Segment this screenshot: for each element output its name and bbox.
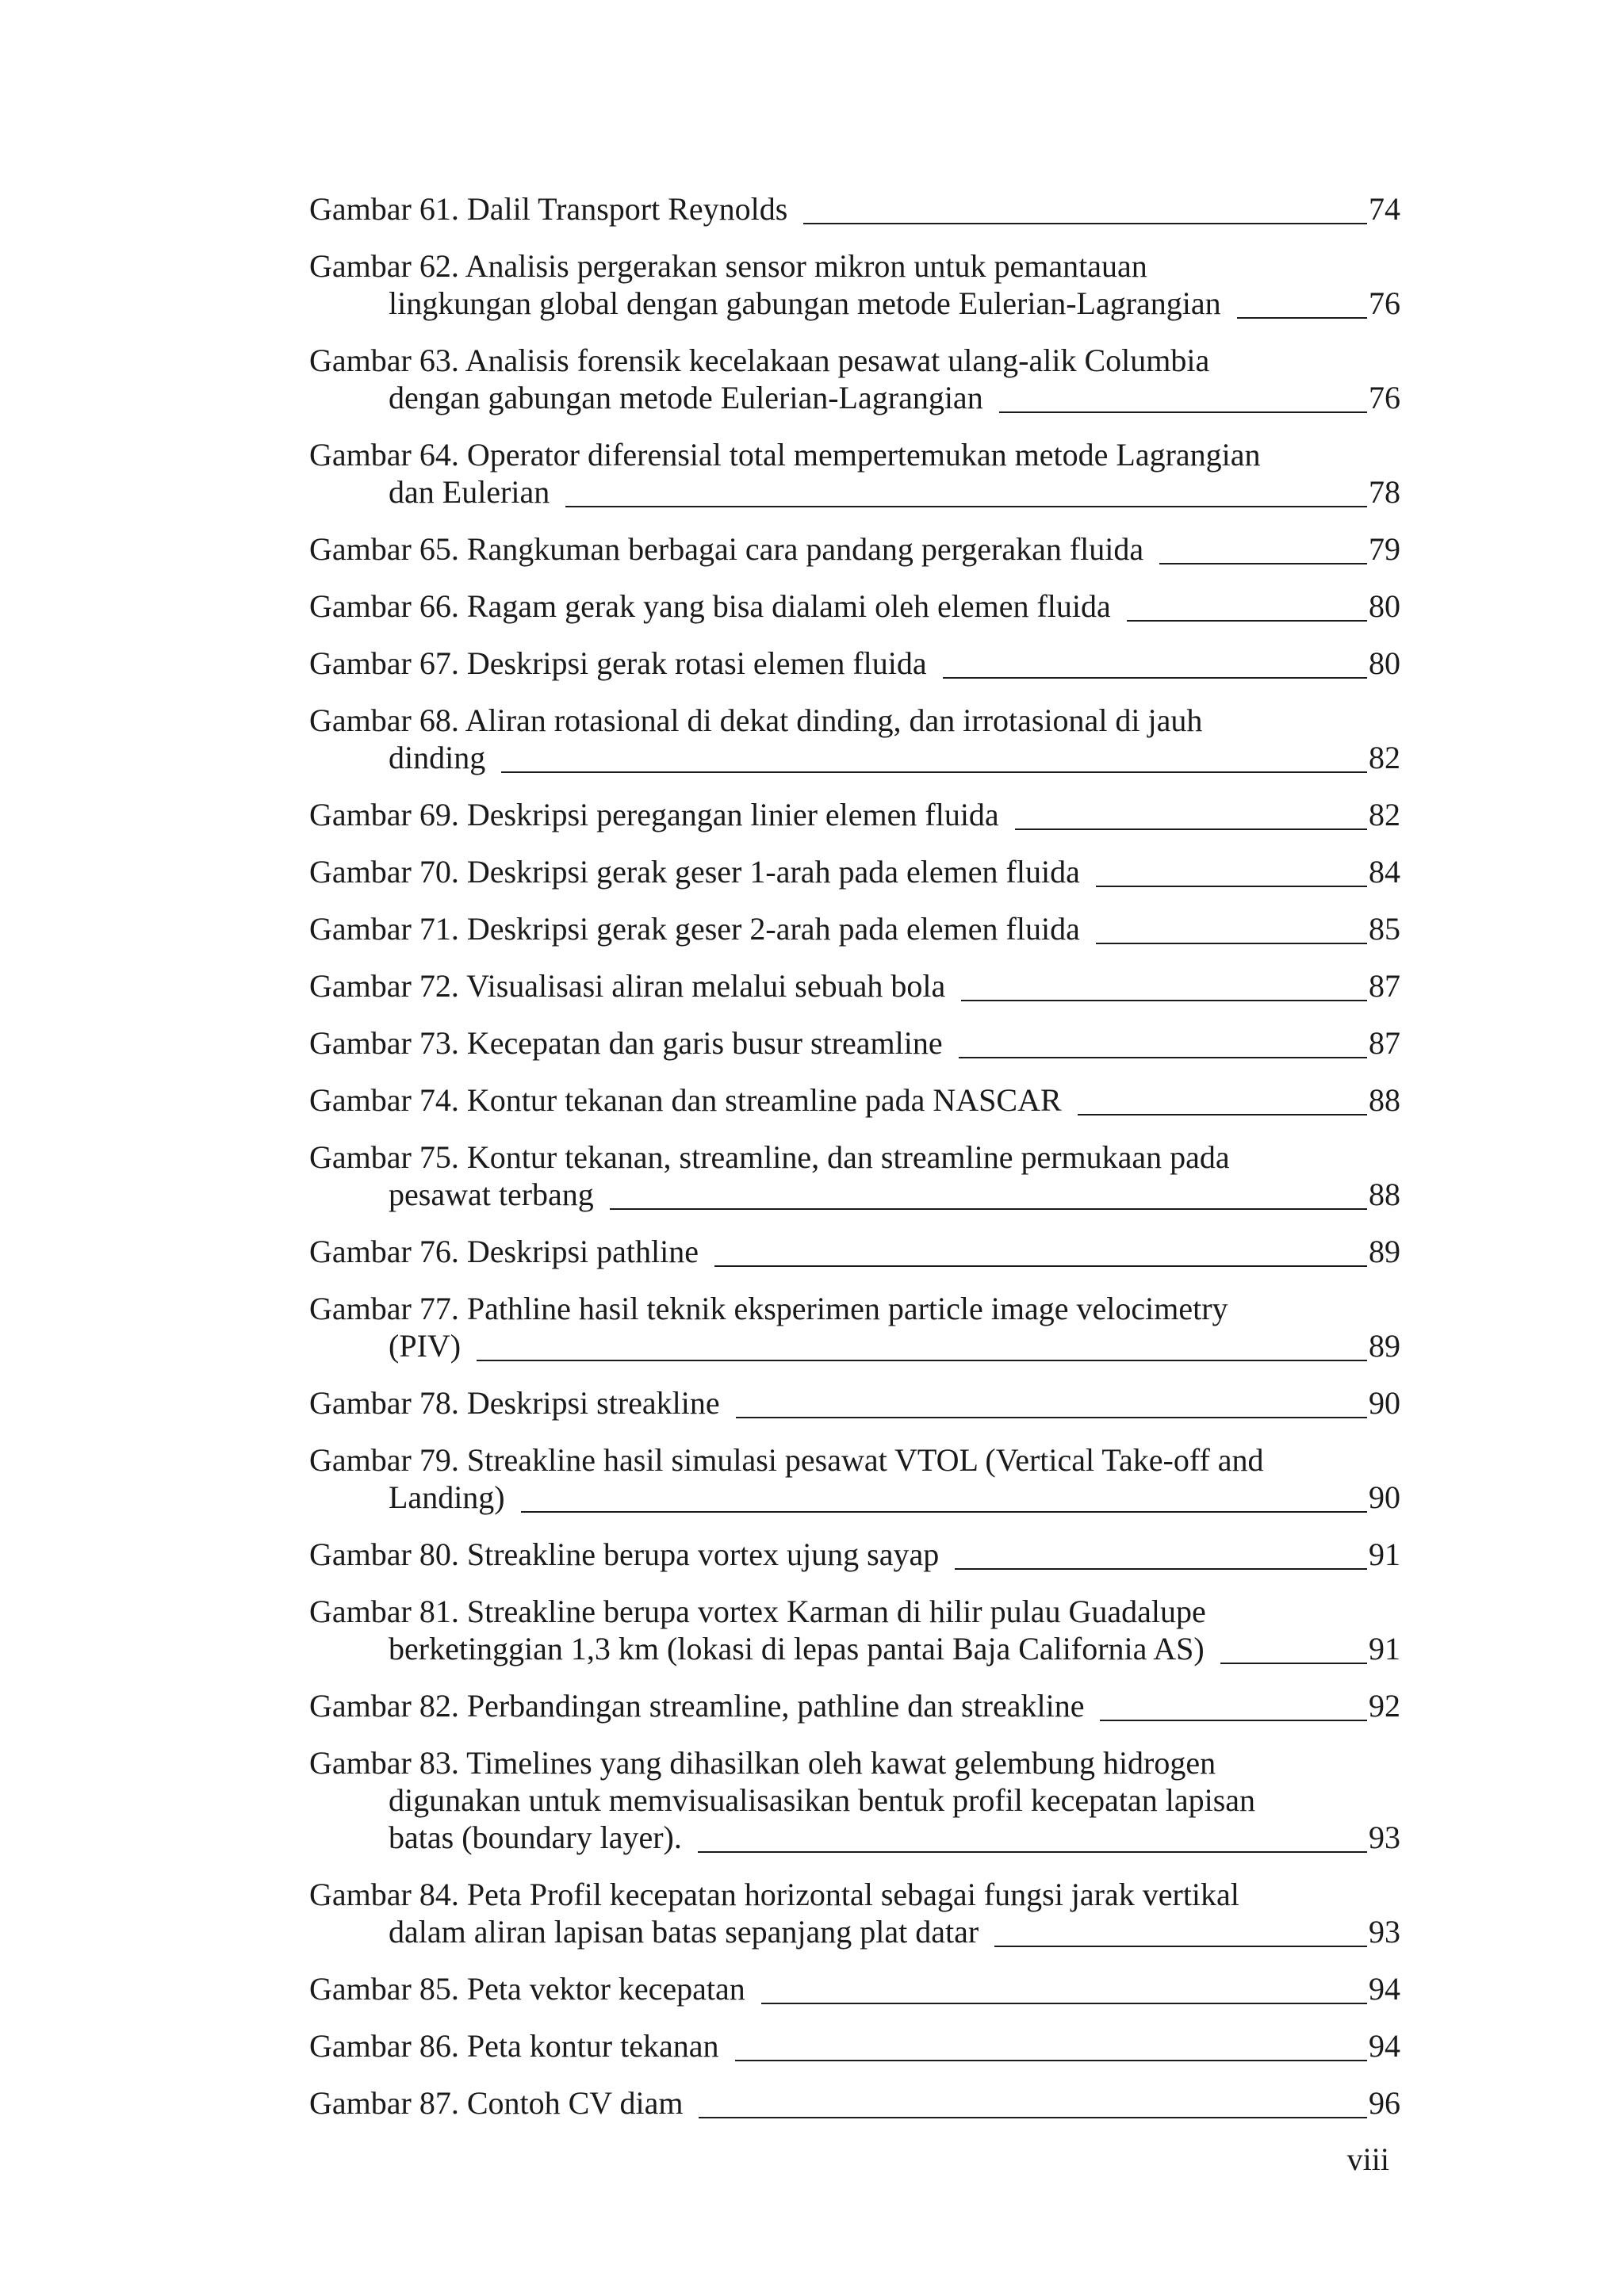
toc-entry-caption (309, 1536, 1400, 1573)
toc-entry-text: Gambar 78. Deskripsi streakline (309, 1385, 720, 1421)
toc-entry-text: (PIV) (389, 1328, 462, 1364)
toc-entry-page-number: 91 (1369, 1536, 1400, 1572)
toc-entry[interactable] (309, 910, 1400, 947)
toc-entry-page-number: 93 (1369, 1914, 1400, 1950)
toc-entry-caption-continued (309, 285, 1400, 322)
toc-entry-caption (309, 1593, 1400, 1630)
toc-leader-line (1078, 1113, 1367, 1115)
toc-entry[interactable] (309, 1536, 1400, 1573)
toc-entry-caption (309, 1687, 1400, 1724)
toc-leader-line (994, 1945, 1367, 1947)
toc-entry-text: Gambar 69. Deskripsi peregangan linier elemen fluida (309, 797, 999, 832)
toc-entry[interactable] (309, 2084, 1400, 2122)
toc-entry-caption-continued (309, 1819, 1400, 1856)
toc-entry[interactable] (309, 190, 1400, 228)
toc-leader-line (1096, 942, 1367, 944)
toc-leader-line (699, 2116, 1367, 2118)
toc-entry-text: lingkungan global dengan gabungan metode Eulerian-Lagrangian (389, 285, 1221, 321)
toc-entry-page-number: 91 (1369, 1631, 1400, 1667)
toc-leader-line (501, 771, 1367, 773)
toc-entry-page-number: 92 (1369, 1688, 1400, 1724)
toc-entry-text: Gambar 84. Peta Profil kecepatan horizontal sebagai fungsi jarak vertikal (309, 1877, 1239, 1912)
toc-leader-line (999, 411, 1367, 413)
toc-entry-page-number: 89 (1369, 1328, 1400, 1364)
toc-entry-text: pesawat terbang (389, 1177, 594, 1212)
toc-entry[interactable] (309, 1233, 1400, 1270)
toc-entry-caption (309, 1384, 1400, 1422)
toc-entry-text: Gambar 82. Perbandingan streamline, pathline dan streakline (309, 1688, 1085, 1724)
toc-entry-page-number: 82 (1369, 740, 1400, 775)
toc-leader-line (1127, 619, 1367, 622)
toc-entry-caption-continued (309, 1176, 1400, 1213)
toc-entry-caption (309, 645, 1400, 682)
toc-entry-text: Gambar 63. Analisis forensik kecelakaan pesawat ulang-alik Columbia (309, 342, 1210, 378)
toc-entry-caption (309, 2027, 1400, 2064)
toc-entry-text: dan Eulerian (389, 474, 550, 510)
toc-entry-text: batas (boundary layer). (389, 1820, 682, 1855)
toc-leader-line (1096, 885, 1367, 887)
toc-leader-line (565, 505, 1367, 507)
toc-entry-text: berketinggian 1,3 km (lokasi di lepas pantai Baja California AS) (389, 1631, 1205, 1667)
toc-leader-line (1220, 1662, 1367, 1664)
toc-entry-caption (309, 967, 1400, 1004)
toc-entry-text: Gambar 76. Deskripsi pathline (309, 1234, 699, 1269)
toc-leader-line (959, 1056, 1367, 1058)
toc-entry[interactable] (309, 1384, 1400, 1422)
toc-entry-page-number: 90 (1369, 1479, 1400, 1515)
toc-entry-text: Gambar 66. Ragam gerak yang bisa dialami oleh elemen fluida (309, 588, 1111, 624)
toc-entry-page-number: 82 (1369, 797, 1400, 832)
toc-leader-line (736, 1416, 1367, 1418)
toc-entry-caption (309, 2084, 1400, 2122)
toc-entry-text: Gambar 61. Dalil Transport Reynolds (309, 191, 788, 227)
page-number: viii (1346, 2141, 1389, 2177)
toc-entry-caption (309, 853, 1400, 890)
toc-entry-text: Gambar 67. Deskripsi gerak rotasi elemen fluida (309, 645, 927, 681)
toc-entry[interactable] (309, 1970, 1400, 2007)
toc-entry-caption (309, 1441, 1400, 1479)
toc-entry-caption (309, 1744, 1400, 1781)
toc-leader-line (961, 999, 1367, 1001)
toc-entry[interactable] (309, 1081, 1400, 1119)
toc-entry-text: Gambar 85. Peta vektor kecepatan (309, 1971, 745, 2007)
toc-entry-page-number: 88 (1369, 1082, 1400, 1118)
toc-entry-page-number: 90 (1369, 1385, 1400, 1421)
toc-leader-line (610, 1207, 1367, 1210)
toc-leader-line (803, 222, 1367, 224)
toc-leader-line (714, 1265, 1367, 1267)
toc-entry-page-number: 79 (1369, 531, 1400, 567)
toc-entry-text: Gambar 62. Analisis pergerakan sensor mikron untuk pemantauan (309, 248, 1147, 284)
list-of-figures (309, 190, 1400, 2141)
toc-entry-page-number: 94 (1369, 1971, 1400, 2007)
toc-entry-text: Gambar 72. Visualisasi aliran melalui sebuah bola (309, 968, 946, 1004)
toc-entry-page-number: 87 (1369, 968, 1400, 1004)
toc-leader-line (1159, 562, 1367, 564)
toc-leader-line (943, 676, 1367, 679)
toc-entry-page-number: 89 (1369, 1234, 1400, 1269)
toc-entry-text: dinding (389, 740, 486, 775)
toc-entry-caption (309, 1081, 1400, 1119)
toc-entry-text: Gambar 71. Deskripsi gerak geser 2-arah pada elemen fluida (309, 911, 1080, 947)
toc-entry-page-number: 85 (1369, 911, 1400, 947)
toc-entry-page-number: 94 (1369, 2028, 1400, 2064)
toc-entry-text: Gambar 75. Kontur tekanan, streamline, dan streamline permukaan pada (309, 1139, 1230, 1175)
toc-entry-page-number: 78 (1369, 474, 1400, 510)
toc-entry-caption (309, 530, 1400, 568)
toc-leader-line (735, 2059, 1367, 2061)
toc-leader-line (761, 2002, 1367, 2004)
toc-entry-text: dalam aliran lapisan batas sepanjang plat datar (389, 1914, 979, 1950)
toc-entry[interactable] (309, 853, 1400, 890)
toc-entry[interactable] (309, 645, 1400, 682)
toc-leader-line (698, 1850, 1367, 1853)
toc-entry-caption (309, 1233, 1400, 1270)
toc-entry-caption (309, 190, 1400, 228)
toc-entry-text: Gambar 79. Streakline hasil simulasi pesawat VTOL (Vertical Take-off and (309, 1442, 1264, 1478)
toc-entry-text: Gambar 87. Contoh CV diam (309, 2085, 684, 2121)
toc-entry[interactable] (309, 342, 1400, 416)
toc-entry-caption-continued (309, 739, 1400, 776)
toc-entry[interactable] (309, 1876, 1400, 1950)
toc-entry-caption (309, 1876, 1400, 1913)
toc-entry[interactable] (309, 702, 1400, 776)
toc-entry-text: Gambar 64. Operator diferensial total mempertemukan metode Lagrangian (309, 437, 1261, 473)
toc-entry-caption-continued (309, 1781, 1400, 1819)
toc-entry-caption (309, 1290, 1400, 1327)
toc-entry[interactable] (309, 436, 1400, 511)
toc-leader-line (1100, 1719, 1367, 1721)
toc-leader-line (477, 1359, 1367, 1361)
toc-entry-text: Gambar 73. Kecepatan dan garis busur streamline (309, 1025, 943, 1061)
toc-entry-caption (309, 587, 1400, 625)
toc-entry-page-number: 76 (1369, 380, 1400, 415)
toc-entry-text: Gambar 65. Rangkuman berbagai cara pandang pergerakan fluida (309, 531, 1144, 567)
toc-entry-caption (309, 702, 1400, 739)
toc-entry[interactable] (309, 2027, 1400, 2064)
toc-entry-caption (309, 342, 1400, 379)
toc-entry-text: Gambar 81. Streakline berupa vortex Karman di hilir pulau Guadalupe (309, 1594, 1206, 1629)
toc-entry-caption (309, 796, 1400, 833)
toc-entry-caption (309, 910, 1400, 947)
toc-entry-page-number: 80 (1369, 588, 1400, 624)
toc-entry-text: Gambar 68. Aliran rotasional di dekat dinding, dan irrotasional di jauh (309, 702, 1203, 738)
toc-entry-page-number: 80 (1369, 645, 1400, 681)
toc-entry-page-number: 96 (1369, 2085, 1400, 2121)
toc-entry[interactable] (309, 1687, 1400, 1724)
toc-entry-page-number: 87 (1369, 1025, 1400, 1061)
toc-entry-caption-continued (309, 1630, 1400, 1667)
toc-entry-caption-continued (309, 1913, 1400, 1950)
toc-entry-page-number: 93 (1369, 1820, 1400, 1855)
toc-entry-caption (309, 1970, 1400, 2007)
toc-leader-line (1237, 316, 1367, 319)
toc-entry[interactable] (309, 1290, 1400, 1364)
toc-entry-caption (309, 1024, 1400, 1062)
toc-leader-line (521, 1510, 1367, 1513)
toc-entry-text: digunakan untuk memvisualisasikan bentuk profil kecepatan lapisan (389, 1782, 1256, 1818)
toc-entry-text: Gambar 77. Pathline hasil teknik eksperimen particle image velocimetry (309, 1291, 1228, 1326)
toc-entry-caption-continued (309, 1327, 1400, 1364)
toc-entry[interactable] (309, 530, 1400, 568)
toc-entry-page-number: 76 (1369, 285, 1400, 321)
toc-entry-page-number: 74 (1369, 191, 1400, 227)
toc-entry-text: Gambar 70. Deskripsi gerak geser 1-arah pada elemen fluida (309, 854, 1080, 890)
toc-entry-caption (309, 247, 1400, 285)
toc-entry[interactable] (309, 796, 1400, 833)
toc-entry-text: Gambar 86. Peta kontur tekanan (309, 2028, 719, 2064)
toc-entry[interactable] (309, 1744, 1400, 1856)
toc-entry-caption-continued (309, 473, 1400, 511)
toc-entry[interactable] (309, 967, 1400, 1004)
toc-entry-text: Gambar 83. Timelines yang dihasilkan oleh kawat gelembung hidrogen (309, 1745, 1216, 1781)
toc-entry[interactable] (309, 1024, 1400, 1062)
toc-entry-caption-continued (309, 1479, 1400, 1516)
toc-entry-caption (309, 1138, 1400, 1176)
toc-entry-text: Gambar 80. Streakline berupa vortex ujung sayap (309, 1536, 940, 1572)
toc-entry[interactable] (309, 1441, 1400, 1516)
toc-entry-text: dengan gabungan metode Eulerian-Lagrangian (389, 380, 983, 415)
toc-leader-line (1015, 828, 1367, 830)
toc-entry-text: Gambar 74. Kontur tekanan dan streamline pada NASCAR (309, 1082, 1062, 1118)
toc-entry[interactable] (309, 1593, 1400, 1667)
toc-entry-caption-continued (309, 379, 1400, 416)
toc-entry-page-number: 84 (1369, 854, 1400, 890)
toc-entry-page-number: 88 (1369, 1177, 1400, 1212)
toc-entry[interactable] (309, 1138, 1400, 1213)
toc-entry-text: Landing) (389, 1479, 505, 1515)
toc-leader-line (955, 1567, 1367, 1570)
toc-entry[interactable] (309, 587, 1400, 625)
toc-entry-caption (309, 436, 1400, 473)
toc-entry[interactable] (309, 247, 1400, 322)
